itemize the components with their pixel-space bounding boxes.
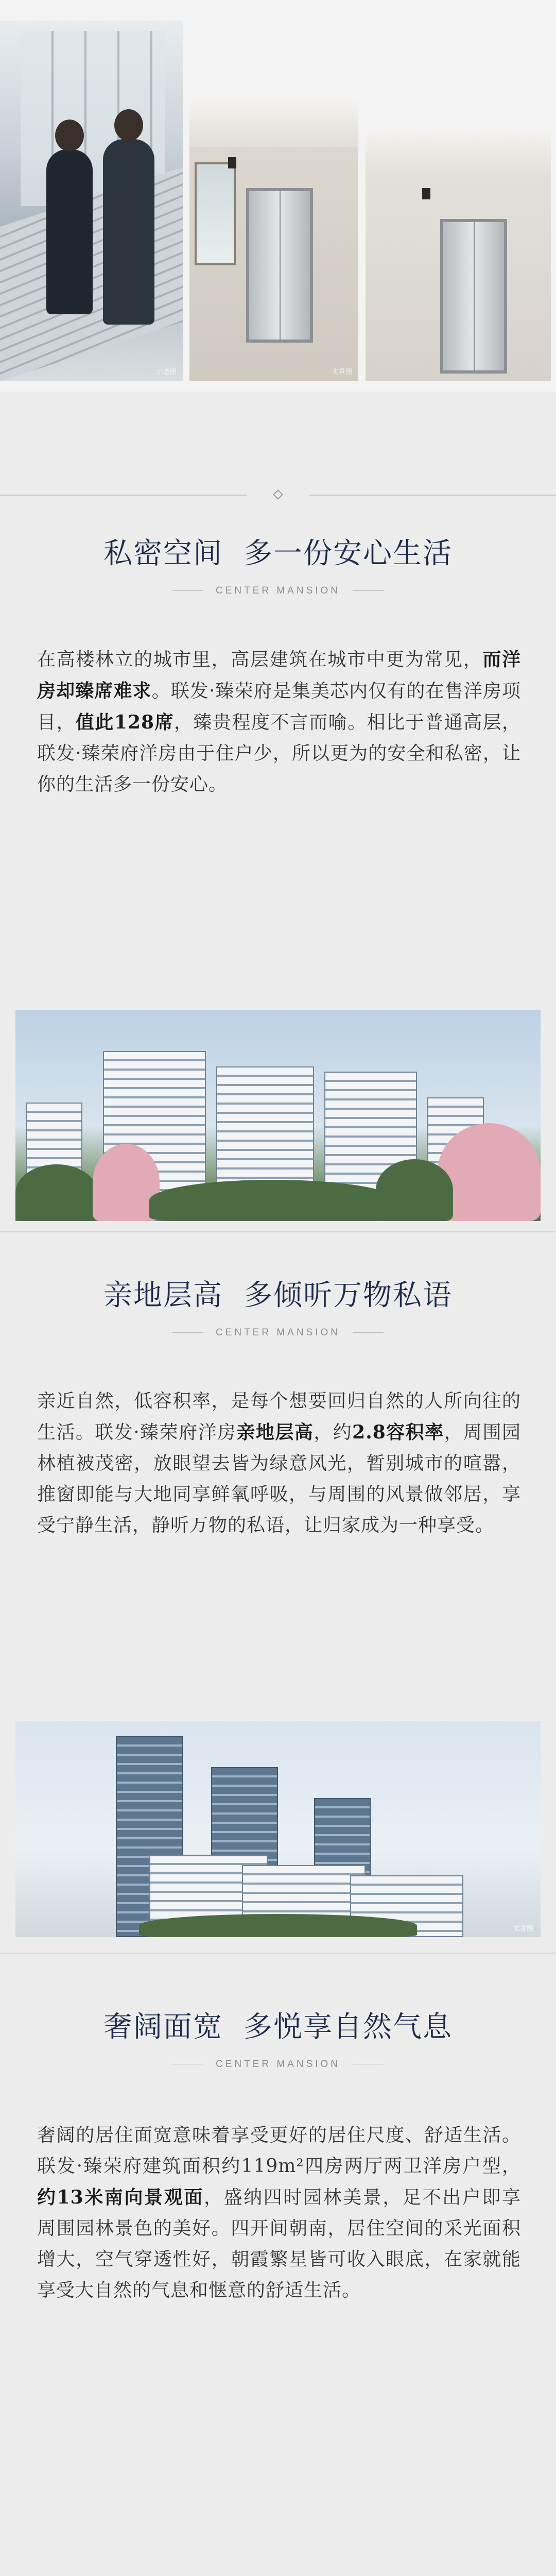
emphasis-text: 而洋房却臻席难求 — [37, 649, 521, 702]
emphasis-text: 约13米南向景观面 — [37, 2187, 204, 2208]
photo-strip — [0, 0, 556, 392]
section-paragraph — [37, 2120, 521, 2306]
section-paragraph — [37, 644, 521, 800]
tower-render-image — [15, 1721, 541, 1937]
emphasis-text: 亲地层高 — [236, 1421, 314, 1443]
elevator-door — [246, 188, 313, 343]
elevator-door — [440, 219, 507, 374]
business-people-stairs-photo — [0, 21, 183, 381]
entrance-hall-photo — [366, 131, 551, 381]
section-subtitle: CENTER MANSION — [0, 585, 556, 597]
mansion-render-image — [15, 1010, 541, 1221]
person-figure — [103, 139, 154, 325]
paragraph-text: ，约 — [314, 1422, 353, 1443]
section-rule — [0, 1953, 556, 1954]
paragraph-text: 亲近自然，低容积率，是每个想要回归自然的人所向往的生活。联发·臻荣府洋房 — [37, 1391, 521, 1443]
elevator-lobby-photo — [189, 100, 358, 381]
person-figure — [46, 149, 93, 314]
photo-tag: 示意图 — [156, 368, 177, 376]
section-header — [0, 2004, 556, 2070]
paragraph-text: ，盛纳四时园林美景，足不出户即享周围园林景色的美好。四开间朝南，居住空间的采光面积增大，空气穿透性好，朝霞繁星皆可收入眼底，在家就能享受大自然的气息和惬意的舒适生活。 — [37, 2187, 521, 2301]
section-title: 私密空间 多一份安心生活 — [103, 537, 453, 570]
divider-line — [309, 495, 556, 496]
divider-line — [0, 495, 247, 496]
emphasis-text: 2.8容积率 — [352, 1421, 444, 1443]
paragraph-text: 奢阔的居住面宽意味着享受更好的居住尺度、舒适生活。联发·臻荣府建筑面积约119m²四房两厅两卫洋房户型， — [37, 2125, 521, 2177]
section-rule — [0, 1231, 556, 1232]
section-header — [0, 531, 556, 597]
paragraph-text: ，周围园林植被茂密，放眼望去皆为绿意风光，暂别城市的喧嚣，推窗即能与大地同享鲜氧呼吸，与周围的风景做邻居，享受宁静生活，静听万物的私语，让归家成为一种享受。 — [37, 1422, 521, 1536]
section-subtitle: CENTER MANSION — [0, 2059, 556, 2070]
section-title: 奢阔面宽 多悦享自然气息 — [103, 2010, 453, 2044]
render-tag: 实景图 — [513, 1925, 533, 1933]
photo-tag: 实景图 — [332, 368, 352, 376]
section-title: 亲地层高 多倾听万物私语 — [103, 1279, 453, 1312]
paragraph-text: ，臻贵程度不言而喻。相比于普通高层，联发·臻荣府洋房由于住户少，所以更为的安全和私密，让你的生活多一份安心。 — [37, 712, 521, 795]
paragraph-text: 在高楼林立的城市里，高层建筑在城市中更为常见， — [37, 649, 483, 670]
divider-diamond — [273, 489, 283, 500]
section-subtitle: CENTER MANSION — [0, 1327, 556, 1338]
emphasis-text: 值此128席 — [75, 711, 174, 733]
paragraph-text: 。联发·臻荣府是集美芯内仅有的在售洋房项目， — [37, 681, 521, 733]
section-header — [0, 1273, 556, 1338]
section-paragraph — [37, 1386, 521, 1541]
